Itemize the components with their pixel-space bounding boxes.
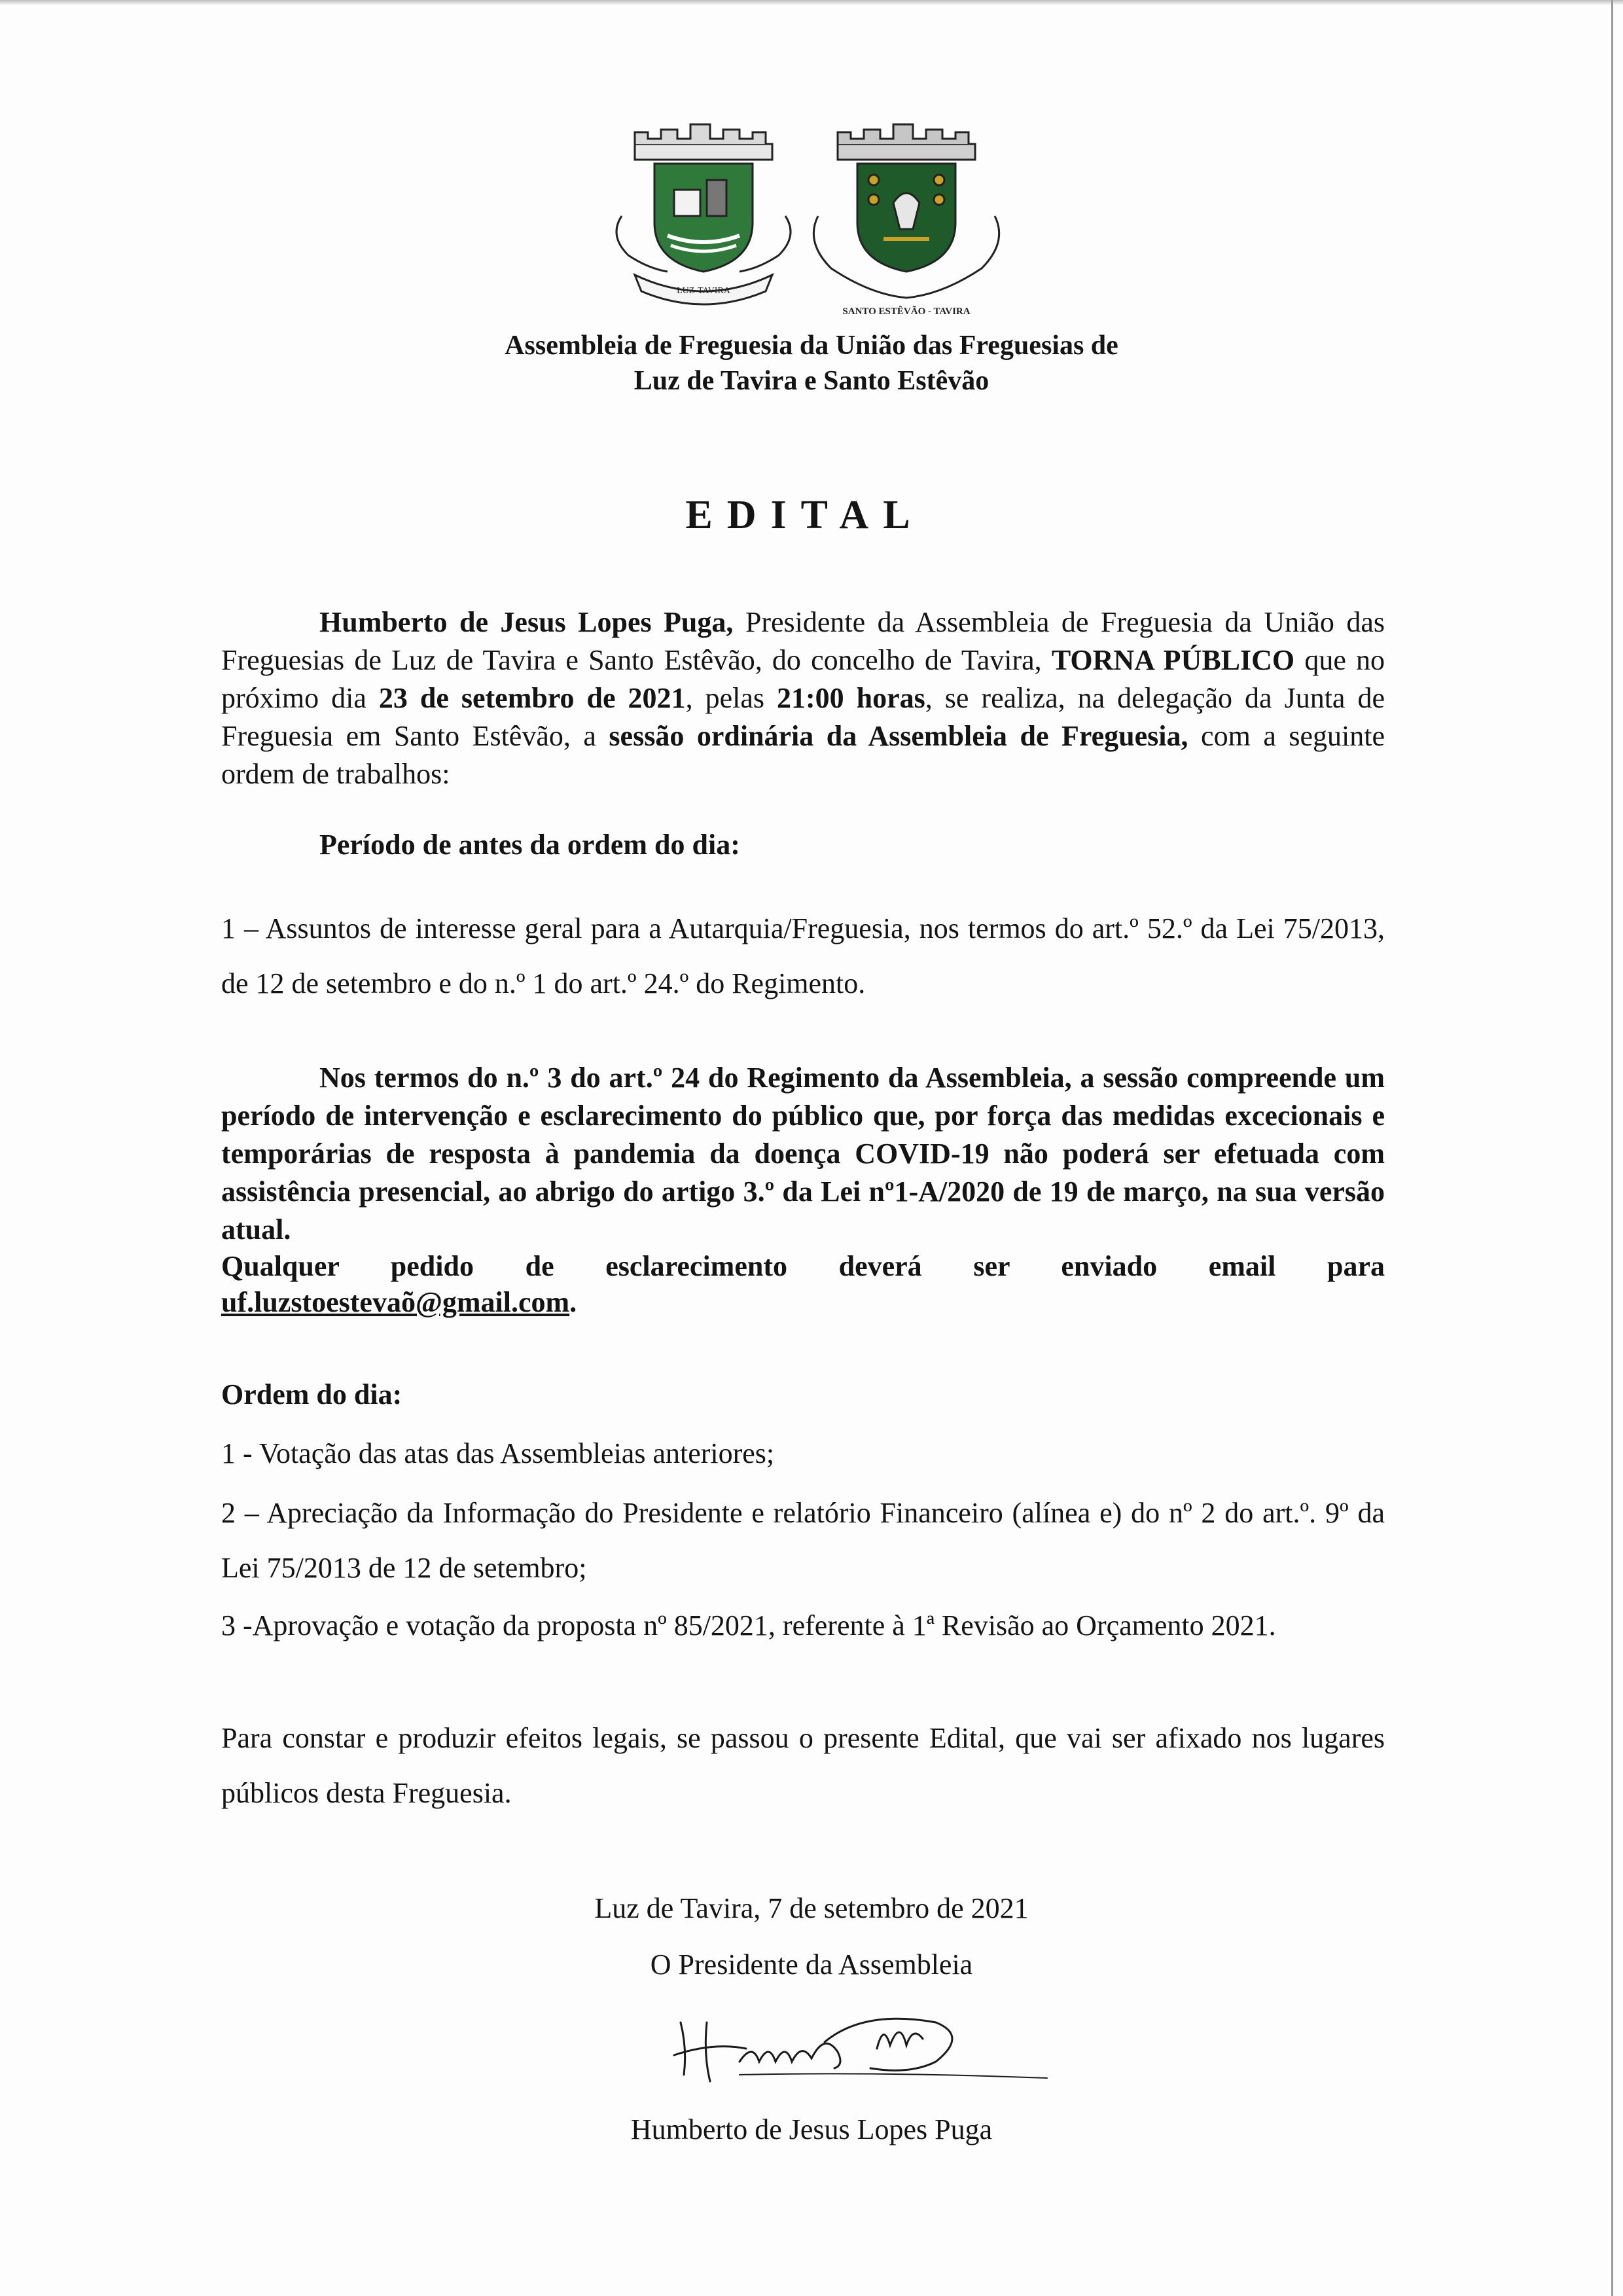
header-line-1: Assembleia de Freguesia da União das Freguesias de [505, 331, 1118, 361]
notice-paragraph: Nos termos do n.º 3 do art.º 24 do Regimento da Assembleia, a sessão compreende um período de intervenção e esclarecimento do público que, por força das medidas excecionais e temporárias de resposta à pandemia da doença COVID-19 não poderá ser efetuada com assistência presencial, ao abrigo do artigo 3.º da Lei nº1-A/2020 de 19 de março, na sua versão atual. [221, 1062, 1385, 1246]
order-item-1: 1 - Votação das atas das Assembleias anteriores; [221, 1437, 775, 1469]
intro-text-1: Presidente da Assembleia de Freguesia da União das Freguesias de Luz de Tavira e Santo Estêvão, do concelho de Tavira, [221, 606, 1385, 676]
intro-text-3: , pelas [685, 682, 777, 714]
signer-title: O Presidente da Assembleia [650, 1948, 973, 1981]
intro-text-4: , se realiza, na delegação da Junta de Freguesia em Santo Estêvão, a [221, 682, 1385, 752]
luz-tavira-crest-icon [609, 118, 798, 314]
contact-end: . [569, 1286, 577, 1318]
torna-publico: TORNA PÚBLICO [1051, 644, 1295, 676]
closing-paragraph: Para constar e produzir efeitos legais, se passou o presente Edital, que vai ser afixado nos lugares públicos desta Freguesia. [221, 1722, 1385, 1809]
contact-email-link[interactable]: uf.luzstoestevaõ@gmail.com [221, 1286, 570, 1318]
session-hour: 21:00 horas [776, 682, 925, 714]
contact-text: Qualquer pedido de esclarecimento deverá ser enviado email para [221, 1250, 1385, 1282]
order-item-2: 2 – Apreciação da Informação do Presidente e relatório Financeiro (alínea e) do nº 2 do art.º. 9º da Lei 75/2013 de 12 de setembro; [221, 1497, 1385, 1584]
order-item-3: 3 -Aprovação e votação da proposta nº 85/2021, referente à 1ª Revisão ao Orçamento 2021. [221, 1609, 1276, 1641]
contact-line [221, 1285, 577, 1319]
session-date: 23 de setembro de 2021 [378, 682, 686, 714]
signer-name: Humberto de Jesus Lopes Puga [630, 2113, 993, 2145]
scan-edge-top [0, 0, 1623, 5]
santo-estevao-crest-label: SANTO ESTÊVÃO - TAVIRA [842, 306, 971, 317]
document-title: EDITAL [685, 493, 925, 537]
period-item-1: 1 – Assuntos de interesse geral para a Autarquia/Freguesia, nos termos do art.º 52.º da Lei 75/2013, de 12 de setembro e do n.º 1 do art.º 24.º do Regimento. [221, 912, 1385, 999]
order-heading: Ordem do dia: [221, 1378, 402, 1410]
santo-estevao-crest-icon [798, 118, 1014, 327]
header-line-2: Luz de Tavira e Santo Estêvão [633, 366, 990, 396]
luz-tavira-crest-label: LUZ-TAVIRA [677, 286, 730, 296]
period-heading: Período de antes da ordem do dia: [319, 829, 740, 861]
president-name: Humberto de Jesus Lopes Puga, [319, 606, 734, 638]
intro-text-5: com a seguinte ordem de trabalhos: [221, 720, 1385, 790]
session-type: sessão ordinária da Assembleia de Freguesia, [609, 720, 1188, 752]
intro-paragraph [221, 603, 1385, 793]
place-date: Luz de Tavira, 7 de setembro de 2021 [594, 1892, 1029, 1924]
signature-icon [661, 2003, 1054, 2094]
intro-text-2: que no próximo dia [221, 644, 1385, 714]
